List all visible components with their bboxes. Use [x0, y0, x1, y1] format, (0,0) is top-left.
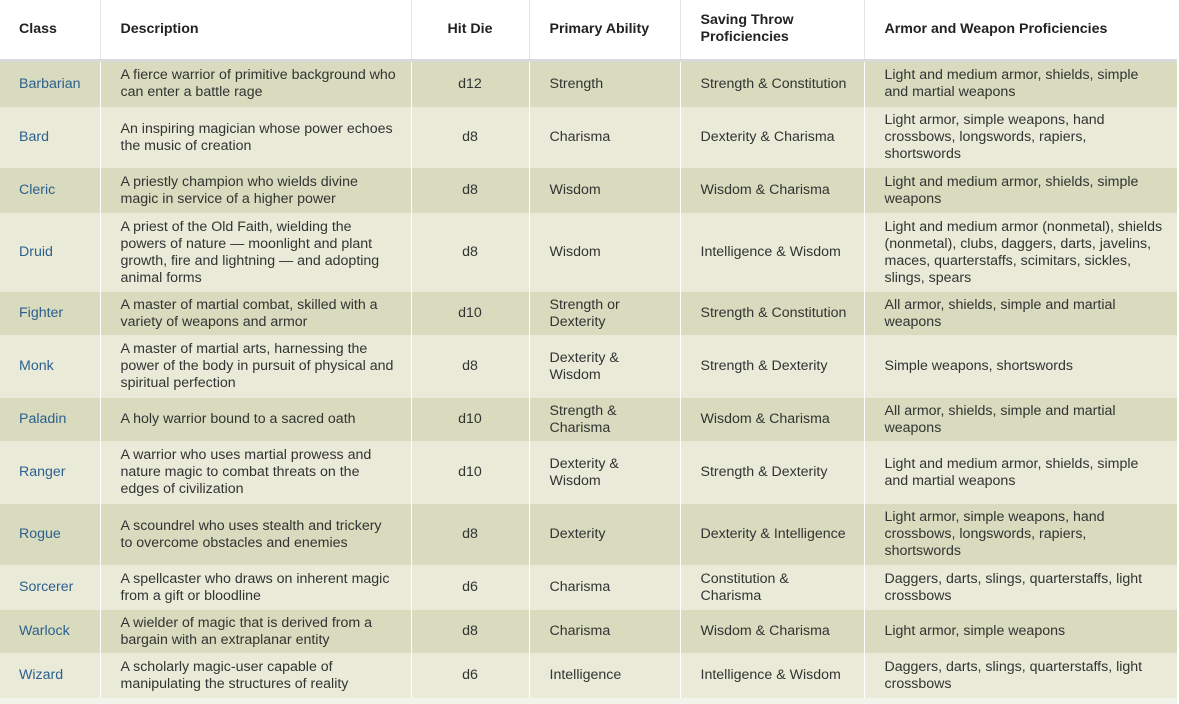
table-header: [0, 0, 1177, 60]
class-link-sorcerer[interactable]: Sorcerer: [0, 565, 100, 610]
class-description: A holy warrior bound to a sacred oath: [100, 398, 411, 441]
armor-weapon-proficiencies: Light and medium armor, shields, simple and martial weapons: [884, 455, 1139, 489]
table-row: [0, 565, 1177, 610]
class-description: A scholarly magic-user capable of manipulating the structures of reality: [100, 653, 411, 698]
class-description: A master of martial arts, harnessing the power of the body in pursuit of physical and spiritual perfection: [100, 335, 411, 398]
class-description: An inspiring magician whose power echoes the music of creation: [100, 107, 411, 168]
armor-weapon-proficiencies: Light armor, simple weapons: [884, 623, 1066, 639]
saving-throws: Strength & Constitution: [680, 60, 864, 107]
saving-throws: Strength & Dexterity: [680, 335, 864, 398]
table-bottom-edge: [0, 698, 1177, 704]
saving-throws: Strength & Constitution: [680, 292, 864, 335]
class-description: A master of martial combat, skilled with a variety of weapons and armor: [100, 292, 411, 335]
hit-die: d8: [411, 168, 529, 213]
class-link-druid[interactable]: Druid: [0, 213, 100, 292]
hit-die: d12: [411, 60, 529, 107]
header-hit-die: Hit Die: [411, 0, 529, 60]
saving-throws: Constitution & Charisma: [680, 565, 864, 610]
saving-throws: Wisdom & Charisma: [680, 168, 864, 213]
hit-die: d10: [411, 292, 529, 335]
hit-die: d8: [411, 213, 529, 292]
saving-throws: Wisdom & Charisma: [680, 398, 864, 441]
class-link-rogue[interactable]: Rogue: [0, 504, 100, 565]
armor-weapon-proficiencies: Light armor, simple weapons, hand crossbows, longswords, rapiers, shortswords: [884, 112, 1105, 162]
class-link-monk[interactable]: Monk: [0, 335, 100, 398]
saving-throws: Wisdom & Charisma: [680, 610, 864, 653]
table-row: [0, 610, 1177, 653]
table-row: [0, 107, 1177, 168]
hit-die: d6: [411, 653, 529, 698]
hit-die: d8: [411, 504, 529, 565]
armor-weapon-proficiencies: Light and medium armor, shields, simple weapons: [884, 173, 1139, 207]
primary-ability: Wisdom: [529, 213, 680, 292]
class-description: A warrior who uses martial prowess and nature magic to combat threats on the edges of civilization: [100, 441, 411, 504]
class-description: A spellcaster who draws on inherent magic from a gift or bloodline: [100, 565, 411, 610]
table-row: [0, 398, 1177, 441]
armor-weapon-proficiencies: All armor, shields, simple and martial weapons: [884, 402, 1116, 436]
table-row: [0, 653, 1177, 698]
saving-throws: Intelligence & Wisdom: [680, 653, 864, 698]
hit-die: d8: [411, 107, 529, 168]
primary-ability: Dexterity & Wisdom: [529, 441, 680, 504]
table-row: [0, 168, 1177, 213]
class-link-cleric[interactable]: Cleric: [0, 168, 100, 213]
header-armor-weapon: Armor and Weapon Proficiencies: [864, 0, 1177, 60]
header-primary-ability: Primary Ability: [529, 0, 680, 60]
hit-die: d10: [411, 441, 529, 504]
saving-throws: Dexterity & Charisma: [680, 107, 864, 168]
class-link-wizard[interactable]: Wizard: [0, 653, 100, 698]
header-saving-throws-line2: Proficiencies: [700, 29, 789, 46]
primary-ability: Wisdom: [529, 168, 680, 213]
class-description: A fierce warrior of primitive background who can enter a battle rage: [100, 60, 411, 107]
armor-weapon-proficiencies: Daggers, darts, slings, quarterstaffs, light crossbows: [884, 658, 1143, 692]
armor-weapon-proficiencies: Light armor, simple weapons, hand crossbows, longswords, rapiers, shortswords: [884, 509, 1105, 559]
primary-ability: Strength & Charisma: [529, 398, 680, 441]
armor-weapon-proficiencies: Light and medium armor, shields, simple and martial weapons: [884, 67, 1139, 101]
table-row: [0, 60, 1177, 107]
class-description: A scoundrel who uses stealth and trickery to overcome obstacles and enemies: [100, 504, 411, 565]
table-row: [0, 441, 1177, 504]
header-saving-throws-line1: Saving Throw: [700, 12, 794, 29]
table-row: [0, 292, 1177, 335]
class-description: A priestly champion who wields divine magic in service of a higher power: [100, 168, 411, 213]
saving-throws: Dexterity & Intelligence: [680, 504, 864, 565]
table-row: [0, 213, 1177, 292]
armor-weapon-proficiencies: Simple weapons, shortswords: [884, 358, 1073, 374]
header-class: Class: [0, 0, 100, 60]
saving-throws: Strength & Dexterity: [680, 441, 864, 504]
hit-die: d10: [411, 398, 529, 441]
class-description: A wielder of magic that is derived from a bargain with an extraplanar entity: [100, 610, 411, 653]
class-description: A priest of the Old Faith, wielding the powers of nature — moonlight and plant growth, fire and lightning — and adopting animal forms: [100, 213, 411, 292]
class-link-bard[interactable]: Bard: [0, 107, 100, 168]
armor-weapon-proficiencies: Daggers, darts, slings, quarterstaffs, light crossbows: [884, 570, 1143, 604]
primary-ability: Intelligence: [529, 653, 680, 698]
table-body: [0, 60, 1177, 698]
hit-die: d8: [411, 335, 529, 398]
class-link-warlock[interactable]: Warlock: [0, 610, 100, 653]
table-row: [0, 335, 1177, 398]
table-row: [0, 504, 1177, 565]
header-row: [0, 0, 1177, 60]
primary-ability: Dexterity: [529, 504, 680, 565]
class-link-paladin[interactable]: Paladin: [0, 398, 100, 441]
header-saving-throws: [680, 0, 864, 60]
primary-ability: Dexterity & Wisdom: [529, 335, 680, 398]
primary-ability: Strength or Dexterity: [529, 292, 680, 335]
primary-ability: Charisma: [529, 107, 680, 168]
saving-throws: Intelligence & Wisdom: [680, 213, 864, 292]
primary-ability: Charisma: [529, 610, 680, 653]
hit-die: d8: [411, 610, 529, 653]
armor-weapon-proficiencies: All armor, shields, simple and martial weapons: [884, 296, 1116, 330]
header-description: Description: [100, 0, 411, 60]
primary-ability: Strength: [529, 60, 680, 107]
class-link-barbarian[interactable]: Barbarian: [0, 60, 100, 107]
class-link-fighter[interactable]: Fighter: [0, 292, 100, 335]
class-link-ranger[interactable]: Ranger: [0, 441, 100, 504]
hit-die: d6: [411, 565, 529, 610]
primary-ability: Charisma: [529, 565, 680, 610]
armor-weapon-proficiencies: Light and medium armor (nonmetal), shields (nonmetal), clubs, daggers, darts, javelins, maces, quarterstaffs, scimitars, sickles, slings, spears: [884, 218, 1163, 286]
